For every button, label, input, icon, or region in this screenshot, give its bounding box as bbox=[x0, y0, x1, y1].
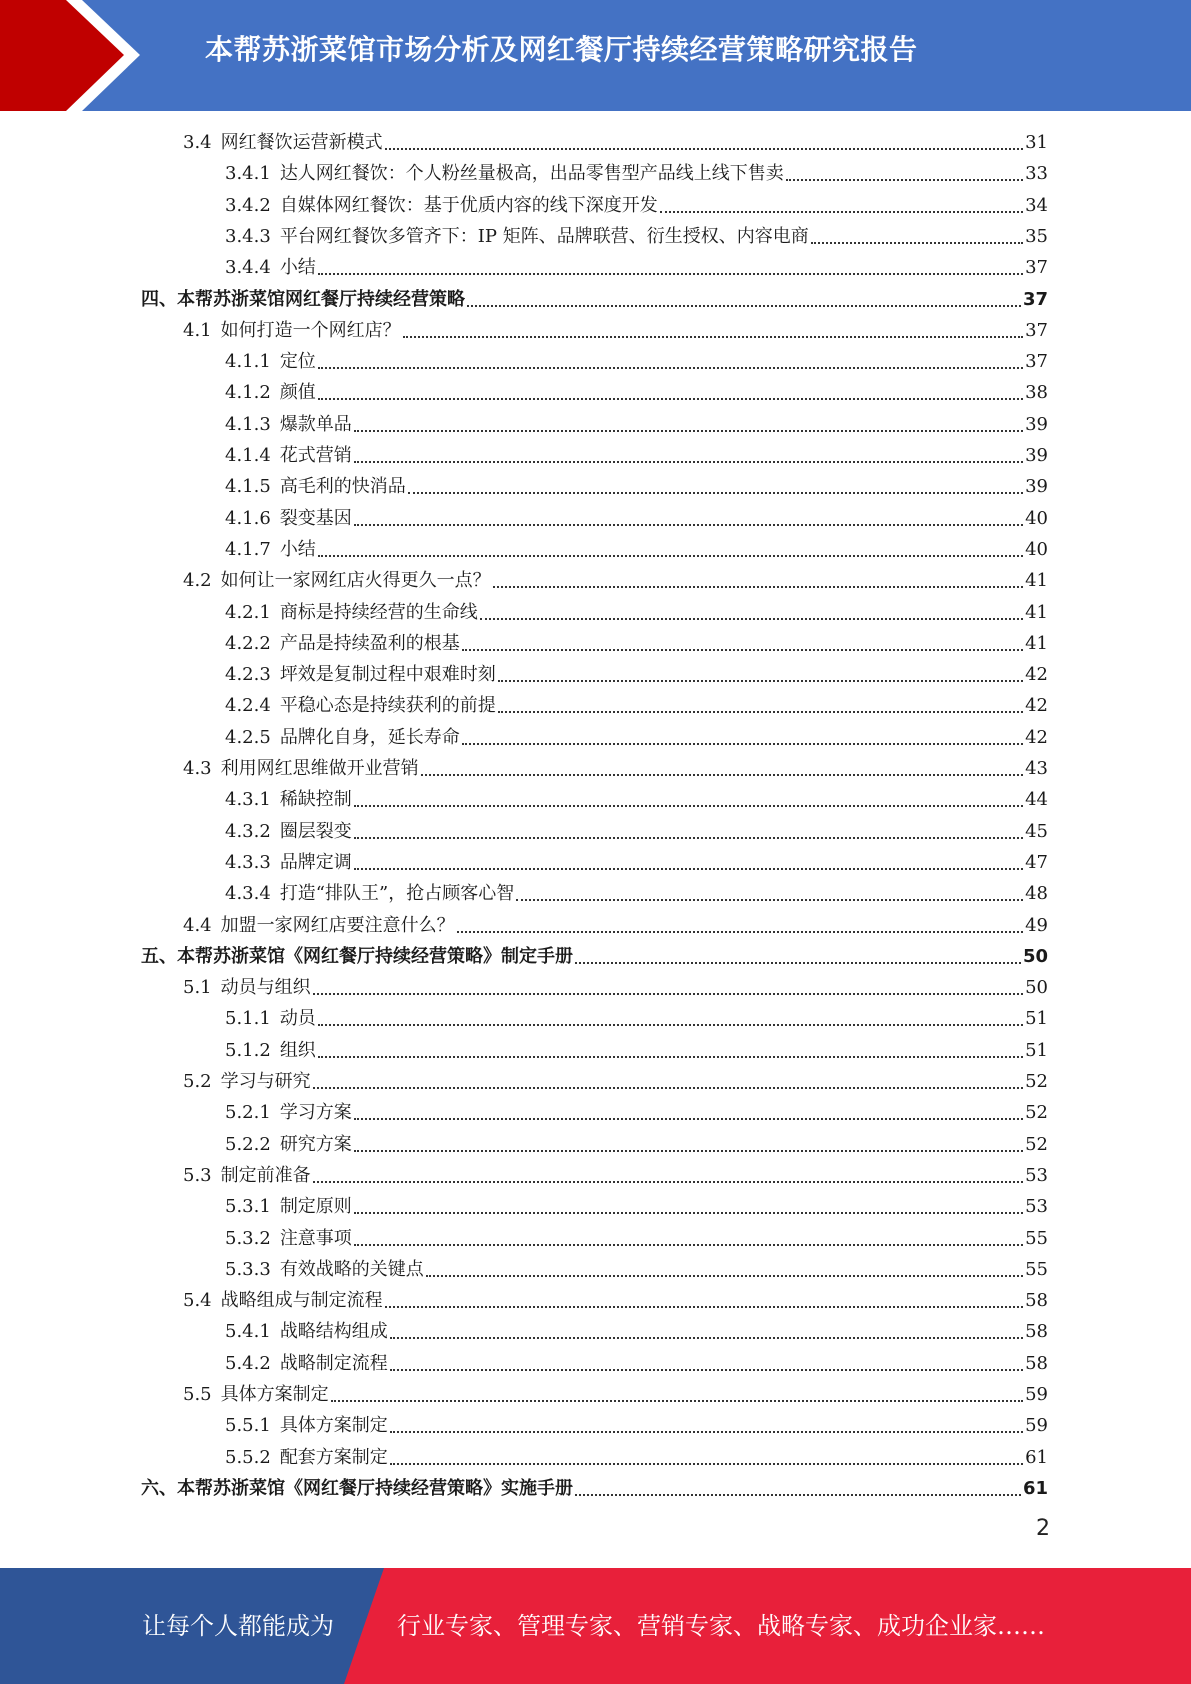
toc-entry[interactable] bbox=[225, 1254, 1048, 1285]
toc-entry-page: 50 bbox=[1025, 977, 1048, 999]
toc-entry-page: 40 bbox=[1025, 538, 1048, 560]
toc-entry-page: 37 bbox=[1025, 319, 1048, 341]
toc-entry-number: 5.4.2 bbox=[225, 1352, 271, 1374]
toc-entry-title: 加盟一家网红店要注意什么？ bbox=[220, 914, 455, 936]
toc-entry-number: 4.3.1 bbox=[225, 789, 271, 811]
header-chevron-graphic bbox=[0, 0, 160, 111]
toc-dot-leader bbox=[385, 147, 1023, 150]
toc-dot-leader bbox=[318, 1023, 1023, 1026]
toc-entry-number: 4.1.2 bbox=[225, 382, 271, 404]
toc-dot-leader bbox=[354, 1243, 1023, 1246]
toc-entry-number: 4.2.1 bbox=[225, 601, 271, 623]
toc-dot-leader bbox=[354, 429, 1023, 432]
toc-entry[interactable] bbox=[225, 722, 1048, 753]
toc-dot-leader bbox=[354, 460, 1023, 463]
toc-entry-number: 4.2.4 bbox=[225, 695, 271, 717]
toc-entry-page: 52 bbox=[1025, 1102, 1048, 1124]
toc-entry-page: 51 bbox=[1025, 1039, 1048, 1061]
toc-entry-title: 战略制定流程 bbox=[279, 1352, 388, 1374]
toc-entry-page: 61 bbox=[1022, 1477, 1048, 1499]
toc-entry[interactable] bbox=[225, 1442, 1048, 1473]
toc-entry-number: 4.1 bbox=[183, 319, 212, 341]
toc-entry-title: 有效战略的关键点 bbox=[279, 1258, 424, 1280]
toc-dot-leader bbox=[462, 742, 1023, 745]
toc-entry-number: 4.3.2 bbox=[225, 820, 271, 842]
toc-entry-page: 45 bbox=[1025, 820, 1048, 842]
toc-dot-leader bbox=[354, 1149, 1023, 1152]
toc-entry-page: 48 bbox=[1025, 883, 1048, 905]
toc-entry-title: 平台网红餐饮多管齐下：IP 矩阵、品牌联营、衍生授权、内容电商 bbox=[279, 225, 809, 247]
toc-dot-leader bbox=[426, 1274, 1023, 1277]
toc-entry-title: 制定前准备 bbox=[220, 1164, 311, 1186]
toc-entry[interactable] bbox=[225, 597, 1048, 628]
toc-entry[interactable] bbox=[225, 1348, 1048, 1379]
toc-entry-page: 37 bbox=[1025, 351, 1048, 373]
toc-dot-leader bbox=[390, 1430, 1023, 1433]
toc-entry[interactable] bbox=[225, 252, 1048, 283]
toc-dot-leader bbox=[354, 836, 1023, 839]
toc-entry[interactable] bbox=[225, 503, 1048, 534]
toc-dot-leader bbox=[390, 1336, 1023, 1339]
toc-dot-leader bbox=[660, 210, 1023, 213]
toc-entry-title: 利用网红思维做开业营销 bbox=[220, 758, 419, 779]
toc-entry[interactable] bbox=[183, 315, 1048, 346]
toc-dot-leader bbox=[811, 241, 1023, 244]
toc-entry-number: 4.1.6 bbox=[225, 507, 271, 529]
toc-entry-number: 3.4.4 bbox=[225, 257, 271, 279]
toc-entry-number: 5.3 bbox=[183, 1164, 212, 1186]
toc-chapter-entry[interactable] bbox=[141, 941, 1048, 972]
toc-entry-number: 4.2.5 bbox=[225, 726, 271, 748]
toc-dot-leader bbox=[390, 1462, 1023, 1465]
toc-entry-number: 4.1.4 bbox=[225, 445, 271, 466]
toc-entry-title: 研究方案 bbox=[279, 1133, 352, 1155]
toc-dot-leader bbox=[318, 366, 1023, 369]
toc-entry[interactable] bbox=[225, 1223, 1048, 1254]
toc-entry-page: 39 bbox=[1025, 413, 1048, 435]
toc-entry-title: 定位 bbox=[279, 351, 316, 373]
toc-entry-page: 41 bbox=[1025, 570, 1048, 592]
toc-dot-leader bbox=[575, 1493, 1021, 1496]
toc-entry-number: 4.3.3 bbox=[225, 851, 271, 873]
toc-entry-number: 5.4.1 bbox=[225, 1321, 271, 1343]
toc-entry[interactable] bbox=[225, 1035, 1048, 1066]
toc-entry[interactable] bbox=[225, 784, 1048, 815]
toc-dot-leader bbox=[313, 1086, 1023, 1089]
toc-entry[interactable] bbox=[183, 753, 1048, 784]
toc-entry-title: 网红餐饮运营新模式 bbox=[220, 132, 383, 153]
toc-entry-title: 学习与研究 bbox=[220, 1071, 311, 1092]
toc-entry[interactable] bbox=[225, 158, 1048, 189]
toc-entry-number: 5.2.1 bbox=[225, 1102, 271, 1124]
toc-entry[interactable] bbox=[183, 1160, 1048, 1191]
toc-entry-page: 38 bbox=[1025, 382, 1048, 404]
toc-entry-number: 5.5.2 bbox=[225, 1446, 271, 1468]
toc-dot-leader bbox=[318, 272, 1023, 275]
toc-entry-page: 37 bbox=[1025, 257, 1048, 279]
toc-entry-page: 42 bbox=[1025, 695, 1048, 717]
toc-entry-page: 55 bbox=[1025, 1227, 1048, 1249]
toc-dot-leader bbox=[421, 773, 1023, 776]
toc-entry-page: 44 bbox=[1025, 789, 1048, 811]
toc-entry-title: 品牌化自身，延长寿命 bbox=[279, 726, 460, 748]
page-footer bbox=[0, 1568, 1191, 1684]
toc-entry-title: 花式营销 bbox=[279, 445, 352, 466]
toc-dot-leader bbox=[318, 554, 1023, 557]
toc-entry[interactable] bbox=[225, 346, 1048, 377]
toc-entry-title: 圈层裂变 bbox=[279, 820, 352, 842]
toc-dot-leader bbox=[331, 1399, 1023, 1402]
toc-dot-leader bbox=[318, 397, 1023, 400]
toc-dot-leader bbox=[498, 710, 1023, 713]
toc-entry-number: 4.1.5 bbox=[225, 476, 271, 498]
toc-entry-page: 37 bbox=[1022, 288, 1048, 310]
toc-entry[interactable] bbox=[225, 659, 1048, 690]
toc-entry[interactable] bbox=[225, 409, 1048, 440]
toc-entry[interactable] bbox=[225, 1097, 1048, 1128]
toc-entry-page: 42 bbox=[1025, 726, 1048, 748]
toc-entry-title: 具体方案制定 bbox=[220, 1384, 329, 1405]
toc-entry[interactable] bbox=[225, 1410, 1048, 1441]
toc-entry[interactable] bbox=[183, 1285, 1048, 1316]
toc-entry-page: 52 bbox=[1025, 1071, 1048, 1092]
toc-entry-page: 55 bbox=[1025, 1258, 1048, 1280]
toc-entry-title: 坪效是复制过程中艰难时刻 bbox=[279, 664, 496, 686]
toc-entry-number: 5.5.1 bbox=[225, 1415, 271, 1437]
toc-entry[interactable] bbox=[225, 878, 1048, 909]
toc-entry[interactable] bbox=[225, 1316, 1048, 1347]
toc-entry-number: 3.4.1 bbox=[225, 163, 271, 185]
toc-dot-leader bbox=[575, 961, 1021, 964]
toc-entry-number: 4.2.2 bbox=[225, 632, 271, 654]
toc-entry-page: 53 bbox=[1025, 1164, 1048, 1186]
toc-entry-title: 平稳心态是持续获利的前提 bbox=[279, 695, 496, 717]
page-header bbox=[0, 0, 1191, 111]
toc-entry[interactable] bbox=[183, 1379, 1048, 1410]
toc-dot-leader bbox=[480, 617, 1023, 620]
toc-entry[interactable] bbox=[183, 972, 1048, 1003]
toc-entry-number: 5.1 bbox=[183, 977, 212, 999]
toc-dot-leader bbox=[354, 523, 1023, 526]
toc-dot-leader bbox=[408, 491, 1023, 494]
toc-entry-number: 5.3.1 bbox=[225, 1196, 271, 1218]
toc-entry-number: 4.4 bbox=[183, 914, 212, 936]
toc-entry-title: 动员与组织 bbox=[220, 977, 311, 999]
toc-chapter-entry[interactable] bbox=[141, 284, 1048, 315]
toc-entry[interactable] bbox=[183, 1066, 1048, 1097]
toc-entry-page: 41 bbox=[1025, 601, 1048, 623]
toc-dot-leader bbox=[467, 304, 1021, 307]
toc-entry-page: 41 bbox=[1025, 632, 1048, 654]
toc-entry-page: 31 bbox=[1025, 132, 1048, 153]
toc-entry-title: 五、本帮苏浙菜馆《网红餐厅持续经营策略》制定手册 bbox=[141, 945, 573, 967]
toc-entry-number: 4.1.7 bbox=[225, 538, 271, 560]
toc-entry-title: 小结 bbox=[279, 538, 316, 560]
toc-dot-leader bbox=[313, 1180, 1023, 1183]
toc-entry[interactable] bbox=[225, 816, 1048, 847]
toc-entry-number: 3.4.3 bbox=[225, 225, 271, 247]
toc-entry-title: 打造“排队王”，抢占顾客心智 bbox=[279, 883, 515, 905]
toc-entry-number: 5.4 bbox=[183, 1290, 212, 1312]
report-title: 本帮苏浙菜馆市场分析及网红餐厅持续经营策略研究报告 bbox=[205, 33, 918, 66]
toc-entry[interactable] bbox=[225, 377, 1048, 408]
toc-dot-leader bbox=[313, 992, 1023, 995]
toc-chapter-entry[interactable] bbox=[141, 1473, 1048, 1504]
toc-entry-page: 58 bbox=[1025, 1352, 1048, 1374]
toc-entry-title: 六、本帮苏浙菜馆《网红餐厅持续经营策略》实施手册 bbox=[141, 1477, 573, 1499]
toc-entry-title: 颜值 bbox=[279, 382, 316, 404]
toc-entry-title: 品牌定调 bbox=[279, 851, 352, 873]
toc-entry-title: 爆款单品 bbox=[279, 413, 352, 435]
toc-entry[interactable] bbox=[225, 847, 1048, 878]
toc-entry-number: 5.3.3 bbox=[225, 1258, 271, 1280]
toc-entry-number: 4.3 bbox=[183, 758, 212, 779]
toc-entry-title: 稀缺控制 bbox=[279, 789, 352, 811]
toc-entry-page: 59 bbox=[1025, 1415, 1048, 1437]
toc-entry-number: 5.1.1 bbox=[225, 1008, 271, 1030]
toc-entry[interactable] bbox=[183, 910, 1048, 941]
toc-dot-leader bbox=[462, 648, 1023, 651]
footer-slogan-right: 行业专家、管理专家、营销专家、战略专家、成功企业家…… bbox=[397, 1612, 1045, 1640]
toc-entry[interactable] bbox=[225, 190, 1048, 221]
toc-entry-title: 制定原则 bbox=[279, 1196, 352, 1218]
toc-entry-number: 4.2.3 bbox=[225, 664, 271, 686]
toc-entry-page: 42 bbox=[1025, 664, 1048, 686]
toc-entry-title: 商标是持续经营的生命线 bbox=[279, 601, 478, 623]
toc-dot-leader bbox=[385, 1305, 1023, 1308]
toc-entry-title: 小结 bbox=[279, 257, 316, 279]
toc-entry[interactable] bbox=[225, 440, 1048, 471]
toc-entry-title: 战略结构组成 bbox=[279, 1321, 388, 1343]
toc-entry-title: 动员 bbox=[279, 1008, 316, 1030]
toc-entry-page: 40 bbox=[1025, 507, 1048, 529]
toc-entry-title: 配套方案制定 bbox=[279, 1446, 388, 1468]
toc-entry[interactable] bbox=[225, 471, 1048, 502]
toc-entry[interactable] bbox=[225, 690, 1048, 721]
toc-dot-leader bbox=[516, 898, 1023, 901]
toc-entry-page: 53 bbox=[1025, 1196, 1048, 1218]
toc-entry-title: 注意事项 bbox=[279, 1227, 352, 1249]
toc-entry[interactable] bbox=[183, 127, 1048, 158]
toc-dot-leader bbox=[403, 335, 1023, 338]
toc-entry-page: 58 bbox=[1025, 1321, 1048, 1343]
toc-dot-leader bbox=[318, 1055, 1023, 1058]
toc-entry-page: 49 bbox=[1025, 914, 1048, 936]
toc-entry[interactable] bbox=[225, 221, 1048, 252]
toc-entry-page: 33 bbox=[1025, 163, 1048, 185]
toc-dot-leader bbox=[498, 679, 1023, 682]
toc-entry-number: 4.2 bbox=[183, 570, 212, 592]
toc-entry-number: 5.1.2 bbox=[225, 1039, 271, 1061]
toc-entry-number: 3.4 bbox=[183, 132, 212, 153]
toc-entry-title: 四、本帮苏浙菜馆网红餐厅持续经营策略 bbox=[141, 288, 465, 310]
toc-entry-number: 3.4.2 bbox=[225, 194, 271, 216]
toc-entry-title: 战略组成与制定流程 bbox=[220, 1290, 383, 1312]
toc-entry-page: 58 bbox=[1025, 1290, 1048, 1312]
toc-dot-leader bbox=[390, 1368, 1023, 1371]
toc-entry[interactable] bbox=[225, 628, 1048, 659]
toc-entry-number: 5.3.2 bbox=[225, 1227, 271, 1249]
toc-entry[interactable] bbox=[225, 1003, 1048, 1034]
toc-dot-leader bbox=[354, 804, 1023, 807]
toc-dot-leader bbox=[457, 930, 1023, 933]
toc-entry-page: 43 bbox=[1025, 758, 1048, 779]
toc-entry-title: 产品是持续盈利的根基 bbox=[279, 632, 460, 654]
toc-entry-title: 组织 bbox=[279, 1039, 316, 1061]
toc-entry-page: 39 bbox=[1025, 476, 1048, 498]
toc-entry-page: 47 bbox=[1025, 851, 1048, 873]
toc-entry[interactable] bbox=[225, 1129, 1048, 1160]
page-number: 2 bbox=[1036, 1516, 1050, 1541]
toc-entry-page: 50 bbox=[1022, 945, 1048, 967]
toc-entry-title: 高毛利的快消品 bbox=[279, 476, 406, 498]
toc-entry-number: 5.2.2 bbox=[225, 1133, 271, 1155]
toc-entry-page: 51 bbox=[1025, 1008, 1048, 1030]
toc-dot-leader bbox=[786, 178, 1023, 181]
toc-entry-title: 具体方案制定 bbox=[279, 1415, 388, 1437]
toc-entry-number: 4.3.4 bbox=[225, 883, 271, 905]
toc-entry-page: 59 bbox=[1025, 1384, 1048, 1405]
footer-slogan-left: 让每个人都能成为 bbox=[142, 1612, 334, 1640]
toc-entry-page: 35 bbox=[1025, 225, 1048, 247]
toc-entry-page: 39 bbox=[1025, 445, 1048, 466]
toc-entry-title: 学习方案 bbox=[279, 1102, 352, 1124]
toc-dot-leader bbox=[354, 1211, 1023, 1214]
toc-entry-title: 自媒体网红餐饮：基于优质内容的线下深度开发 bbox=[279, 194, 658, 216]
toc-entry-title: 达人网红餐饮：个人粉丝量极高，出品零售型产品线上线下售卖 bbox=[279, 163, 784, 185]
toc-dot-leader bbox=[493, 585, 1023, 588]
toc-entry-title: 如何让一家网红店火得更久一点？ bbox=[220, 570, 491, 592]
toc-entry[interactable] bbox=[183, 565, 1048, 596]
toc-entry-page: 52 bbox=[1025, 1133, 1048, 1155]
toc-entry-number: 5.2 bbox=[183, 1071, 212, 1092]
toc-entry[interactable] bbox=[225, 534, 1048, 565]
toc-dot-leader bbox=[354, 867, 1023, 870]
toc-entry-number: 5.5 bbox=[183, 1384, 212, 1405]
toc-entry-page: 34 bbox=[1025, 194, 1048, 216]
toc-entry-number: 4.1.1 bbox=[225, 351, 271, 373]
toc-entry[interactable] bbox=[225, 1191, 1048, 1222]
toc-entry-title: 如何打造一个网红店？ bbox=[220, 319, 401, 341]
toc-entry-number: 4.1.3 bbox=[225, 413, 271, 435]
toc-dot-leader bbox=[354, 1117, 1023, 1120]
toc-entry-page: 61 bbox=[1025, 1446, 1048, 1468]
toc-entry-title: 裂变基因 bbox=[279, 507, 352, 529]
